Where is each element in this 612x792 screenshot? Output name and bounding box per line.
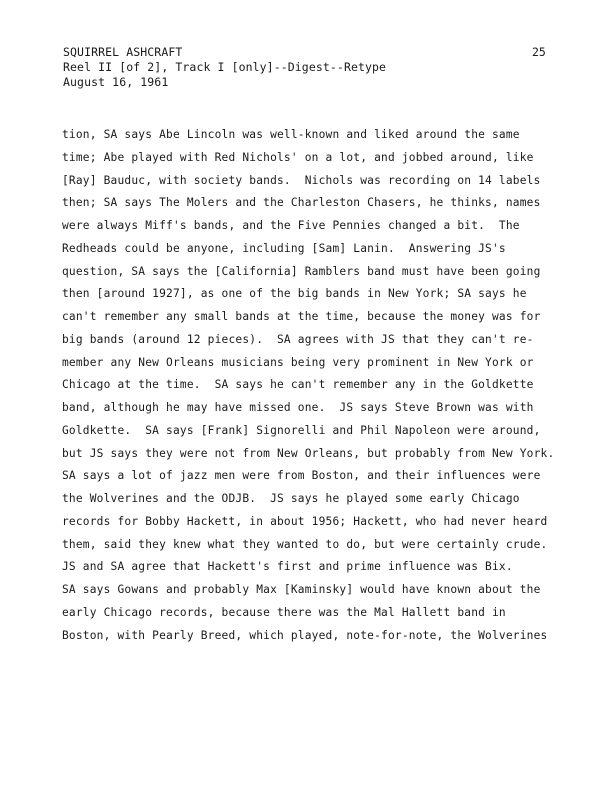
body-line: Boston, with Pearly Breed, which played, note-for-note, the Wolverines: [62, 628, 548, 642]
body-text: [62, 124, 582, 647]
body-line: can't remember any small bands at the time, because the money was for: [62, 310, 541, 323]
body-line: early Chicago records, because there was the Mal Hallett band in: [62, 605, 506, 619]
body-line: them, said they knew what they wanted to do, but were certainly crude.: [62, 537, 548, 551]
body-line: JS and SA agree that Hackett's first and prime influence was Bix.: [62, 560, 513, 574]
body-line: the Wolverines and the ODJB. JS says he played some early Chicago: [62, 492, 520, 505]
body-line: time; Abe played with Red Nichols' on a lot, and jobbed around, like: [62, 150, 534, 164]
body-line: Chicago at the time. SA says he can't remember any in the Goldkette: [62, 378, 534, 392]
body-line: Goldkette. SA says [Frank] Signorelli and Phil Napoleon were around,: [62, 423, 541, 437]
body-line: SA says Gowans and probably Max [Kaminsky] would have known about the: [62, 583, 541, 596]
body-line: tion, SA says Abe Lincoln was well-known and liked around the same: [62, 128, 520, 141]
header-date: August 16, 1961: [63, 75, 169, 89]
body-line: then [around 1927], as one of the big bands in New York; SA says he: [62, 287, 527, 301]
body-line: question, SA says the [California] Ramblers band must have been going: [62, 264, 541, 278]
body-line: records for Bobby Hackett, in about 1956; Hackett, who had never heard: [62, 514, 548, 528]
body-line: but JS says they were not from New Orleans, but probably from New York.: [62, 446, 555, 460]
page-number: 25: [532, 45, 546, 59]
body-line: [Ray] Bauduc, with society bands. Nichols was recording on 14 labels: [62, 173, 541, 187]
header-name: SQUIRREL ASHCRAFT: [63, 45, 183, 59]
body-line: were always Miff's bands, and the Five Pennies changed a bit. The: [62, 219, 520, 232]
header-reel-info: Reel II [of 2], Track I [only]--Digest--Retype: [63, 60, 387, 74]
body-line: big bands (around 12 pieces). SA agrees with JS that they can't re-: [62, 332, 534, 346]
body-line: SA says a lot of jazz men were from Boston, and their influences were: [62, 469, 541, 483]
document-header: [63, 45, 386, 90]
body-line: band, although he may have missed one. JS says Steve Brown was with: [62, 401, 534, 414]
body-line: then; SA says The Molers and the Charleston Chasers, he thinks, names: [62, 196, 541, 210]
body-line: Redheads could be anyone, including [Sam] Lanin. Answering JS's: [62, 241, 506, 255]
body-line: member any New Orleans musicians being very prominent in New York or: [62, 355, 534, 369]
